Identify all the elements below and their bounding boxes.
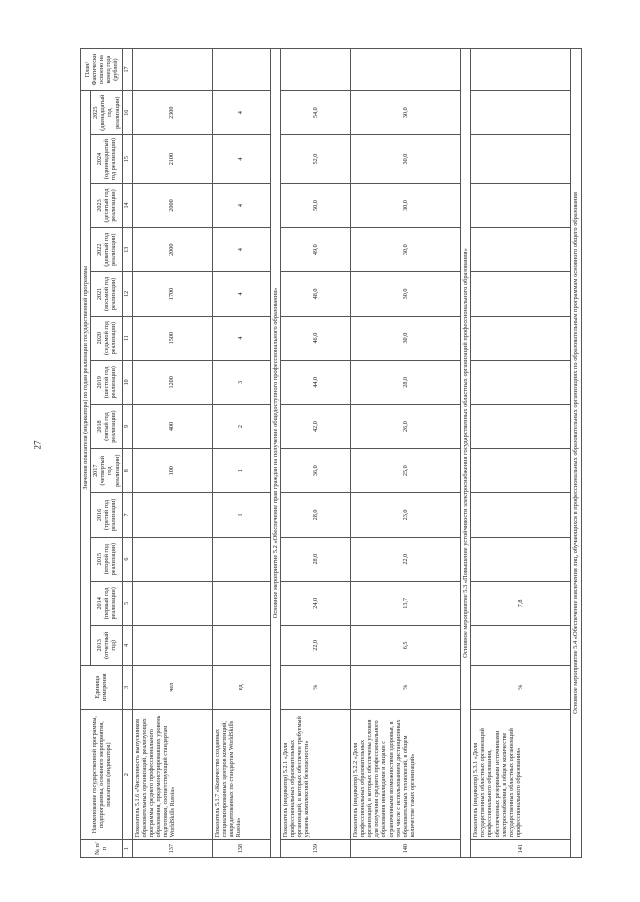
table-cell: 141: [471, 840, 571, 858]
table-cell: [132, 581, 212, 625]
table-cell: 30,0: [350, 183, 460, 227]
table-cell: [471, 625, 571, 665]
table-cell: [471, 449, 571, 493]
column-number: 6: [122, 537, 132, 581]
table-cell: [212, 537, 270, 581]
year-header: 2025 (двенадцатый год реализации): [91, 91, 123, 135]
table-cell: 4: [212, 316, 270, 360]
column-number: 1: [122, 840, 132, 858]
table-row: [471, 49, 571, 858]
table-cell: 50,0: [280, 183, 350, 227]
table-cell: 22,0: [280, 625, 350, 665]
table-cell: 1500: [132, 316, 212, 360]
table-cell: 30,0: [350, 91, 460, 135]
column-number: 9: [122, 404, 132, 448]
table-cell: 4: [212, 135, 270, 184]
table-cell: [132, 625, 212, 665]
table-cell: 1200: [132, 360, 212, 404]
column-number: 16: [122, 91, 132, 135]
year-header: 2019 (шестой год реализации): [91, 360, 123, 404]
table-cell: [471, 228, 571, 272]
section-heading-5-3: Основное мероприятие 5.3 «Повышение устойчивости электроснабжения государственных областных организаций профессионального образования»: [460, 49, 470, 858]
table-cell: 2: [212, 404, 270, 448]
table-cell: 24,0: [280, 581, 350, 625]
table-cell: 28,0: [280, 537, 350, 581]
table-cell: 26,0: [350, 404, 460, 448]
section-heading-5-4: Основное мероприятие 5.4 «Обеспечение вовлечения лиц, обучающихся в профессиональных образовательных организациях по образовательным программам основного общего образования: [571, 49, 581, 858]
indicators-table: [80, 48, 582, 858]
table-cell: 1: [212, 493, 270, 537]
column-number: 11: [122, 316, 132, 360]
table-cell: 2300: [132, 91, 212, 135]
table-cell: 138: [212, 840, 270, 858]
table-cell: 137: [132, 840, 212, 858]
table-cell: 7,8: [471, 581, 571, 625]
table-cell: %: [280, 665, 350, 709]
year-header: 2021 (восьмой год реализации): [91, 272, 123, 316]
year-header: 2018 (пятый год реализации): [91, 404, 123, 448]
table-cell: [132, 537, 212, 581]
table-cell: 2000: [132, 183, 212, 227]
year-header: 2020 (седьмой год реализации): [91, 316, 123, 360]
column-number: 4: [122, 625, 132, 665]
column-number: 14: [122, 183, 132, 227]
table-cell: 46,0: [280, 316, 350, 360]
year-header: 2015 (второй год реализации): [91, 537, 123, 581]
table-cell: 54,0: [280, 91, 350, 135]
table-cell: 4: [212, 183, 270, 227]
table-cell: 4: [212, 272, 270, 316]
table-cell: [280, 49, 350, 91]
table-cell: 49,0: [280, 228, 350, 272]
column-number: 10: [122, 360, 132, 404]
table-cell: 28,0: [280, 493, 350, 537]
year-header: 2016 (третий год реализации): [91, 493, 123, 537]
table-row: [280, 49, 350, 858]
table-cell: чел: [132, 665, 212, 709]
year-header: 2014 (первый год реализации): [91, 581, 123, 625]
table-cell: 25,0: [350, 449, 460, 493]
column-number: 3: [122, 665, 132, 709]
col-plan-header: План/ Фактически освоено на конец года (рублей): [81, 49, 123, 91]
table-cell: 400: [132, 404, 212, 448]
column-number: 15: [122, 135, 132, 184]
table-cell: 30,0: [350, 272, 460, 316]
year-header: 2023 (десятый год реализации): [91, 183, 123, 227]
table-cell: 4: [212, 91, 270, 135]
table-cell: 140: [350, 840, 460, 858]
table-cell: 1700: [132, 272, 212, 316]
table-cell: [471, 272, 571, 316]
year-header: 2013 (отчетный год): [91, 625, 123, 665]
table-cell: [471, 49, 571, 91]
table-cell: Показатель (индикатор) 5.2.2 «Доля профессиональных образовательных организаций, в которых обеспечены условия для получения среднего профессионального образования инвалидами и лицами с ограниченными возможностями здоровья, в том числе с использованием дистанционных образовательных технологий, в общем количестве таких организаций»: [350, 709, 460, 839]
table-cell: [471, 316, 571, 360]
year-header: 2024 (одиннадцатый год реализации): [91, 135, 123, 184]
column-number: 8: [122, 449, 132, 493]
year-header: 2022 (девятый год реализации): [91, 228, 123, 272]
page-number: 27: [32, 440, 43, 450]
table-cell: [350, 49, 460, 91]
table-cell: [471, 537, 571, 581]
table-cell: [471, 493, 571, 537]
table-cell: 30,0: [350, 135, 460, 184]
table-cell: 4: [212, 228, 270, 272]
table-cell: 1: [212, 449, 270, 493]
table-cell: 44,0: [280, 360, 350, 404]
column-number: 13: [122, 228, 132, 272]
table-cell: 36,0: [280, 449, 350, 493]
table-cell: 52,0: [280, 135, 350, 184]
table-cell: [471, 135, 571, 184]
rotated-table-page: [80, 48, 630, 858]
table-cell: [132, 493, 212, 537]
table-cell: Показатель (индикатор) 5.2.1 «Доля профессиональных образовательных организаций, в которых обеспечен требуемый уровень комплексной безопасности»: [280, 709, 350, 839]
col-no-header: № п/п: [81, 840, 123, 858]
table-cell: [132, 49, 212, 91]
table-cell: 30,0: [350, 316, 460, 360]
table-cell: ед: [212, 665, 270, 709]
table-row: [132, 49, 212, 858]
column-number: 12: [122, 272, 132, 316]
section-heading-5-2: Основное мероприятие 5.2 «Обеспечение прав граждан на получение общедоступного профессионального образования»: [270, 49, 280, 858]
table-cell: 23,0: [350, 493, 460, 537]
table-row: [212, 49, 270, 858]
table-cell: 2100: [132, 135, 212, 184]
table-cell: Показатель 5.1.6 «Численность выпускников образовательных организаций, реализующих программы среднего профессионального образования, продемонстрировавших уровень подготовки, соответствующий стандартам WorldSkills Russia»: [132, 709, 212, 839]
table-cell: 6,5: [350, 625, 460, 665]
table-cell: [471, 360, 571, 404]
table-cell: [212, 49, 270, 91]
col-name-header: Наименование государственной программы, подпрограммы, основного мероприятия, показателя (индикатора): [81, 709, 123, 839]
table-cell: 48,0: [280, 272, 350, 316]
table-cell: 28,0: [350, 360, 460, 404]
table-cell: 139: [280, 840, 350, 858]
table-cell: 22,0: [350, 537, 460, 581]
table-cell: 42,0: [280, 404, 350, 448]
table-cell: 2000: [132, 228, 212, 272]
table-cell: [471, 404, 571, 448]
table-cell: [471, 91, 571, 135]
table-cell: 13,7: [350, 581, 460, 625]
table-cell: [212, 625, 270, 665]
table-cell: 100: [132, 449, 212, 493]
col-unit-header: Единица измерения: [81, 665, 123, 709]
table-row: [350, 49, 460, 858]
table-cell: [471, 183, 571, 227]
table-cell: %: [350, 665, 460, 709]
table-cell: 3: [212, 360, 270, 404]
values-group-header: Значения показателя (индикатора) по годам реализации государственной программы: [81, 91, 91, 666]
table-cell: %: [471, 665, 571, 709]
table-cell: Показатель 5.1.7 «Количество созданных специализированных центров компетенций, аккредитованных по стандартам WorldSkills Russia»: [212, 709, 270, 839]
column-number: 5: [122, 581, 132, 625]
column-number: 2: [122, 709, 132, 839]
column-number: 17: [122, 49, 132, 91]
year-header: 2017 (четвертый год реализации): [91, 449, 123, 493]
table-cell: 30,0: [350, 228, 460, 272]
table-cell: [212, 581, 270, 625]
column-number: 7: [122, 493, 132, 537]
table-cell: Показатель (индикатор) 5.3.1 «Доля государственных областных организаций профессионального образования, обеспеченных резервными источниками электроснабжения, в общем количестве государственных областных организаций профессионального образования»: [471, 709, 571, 839]
